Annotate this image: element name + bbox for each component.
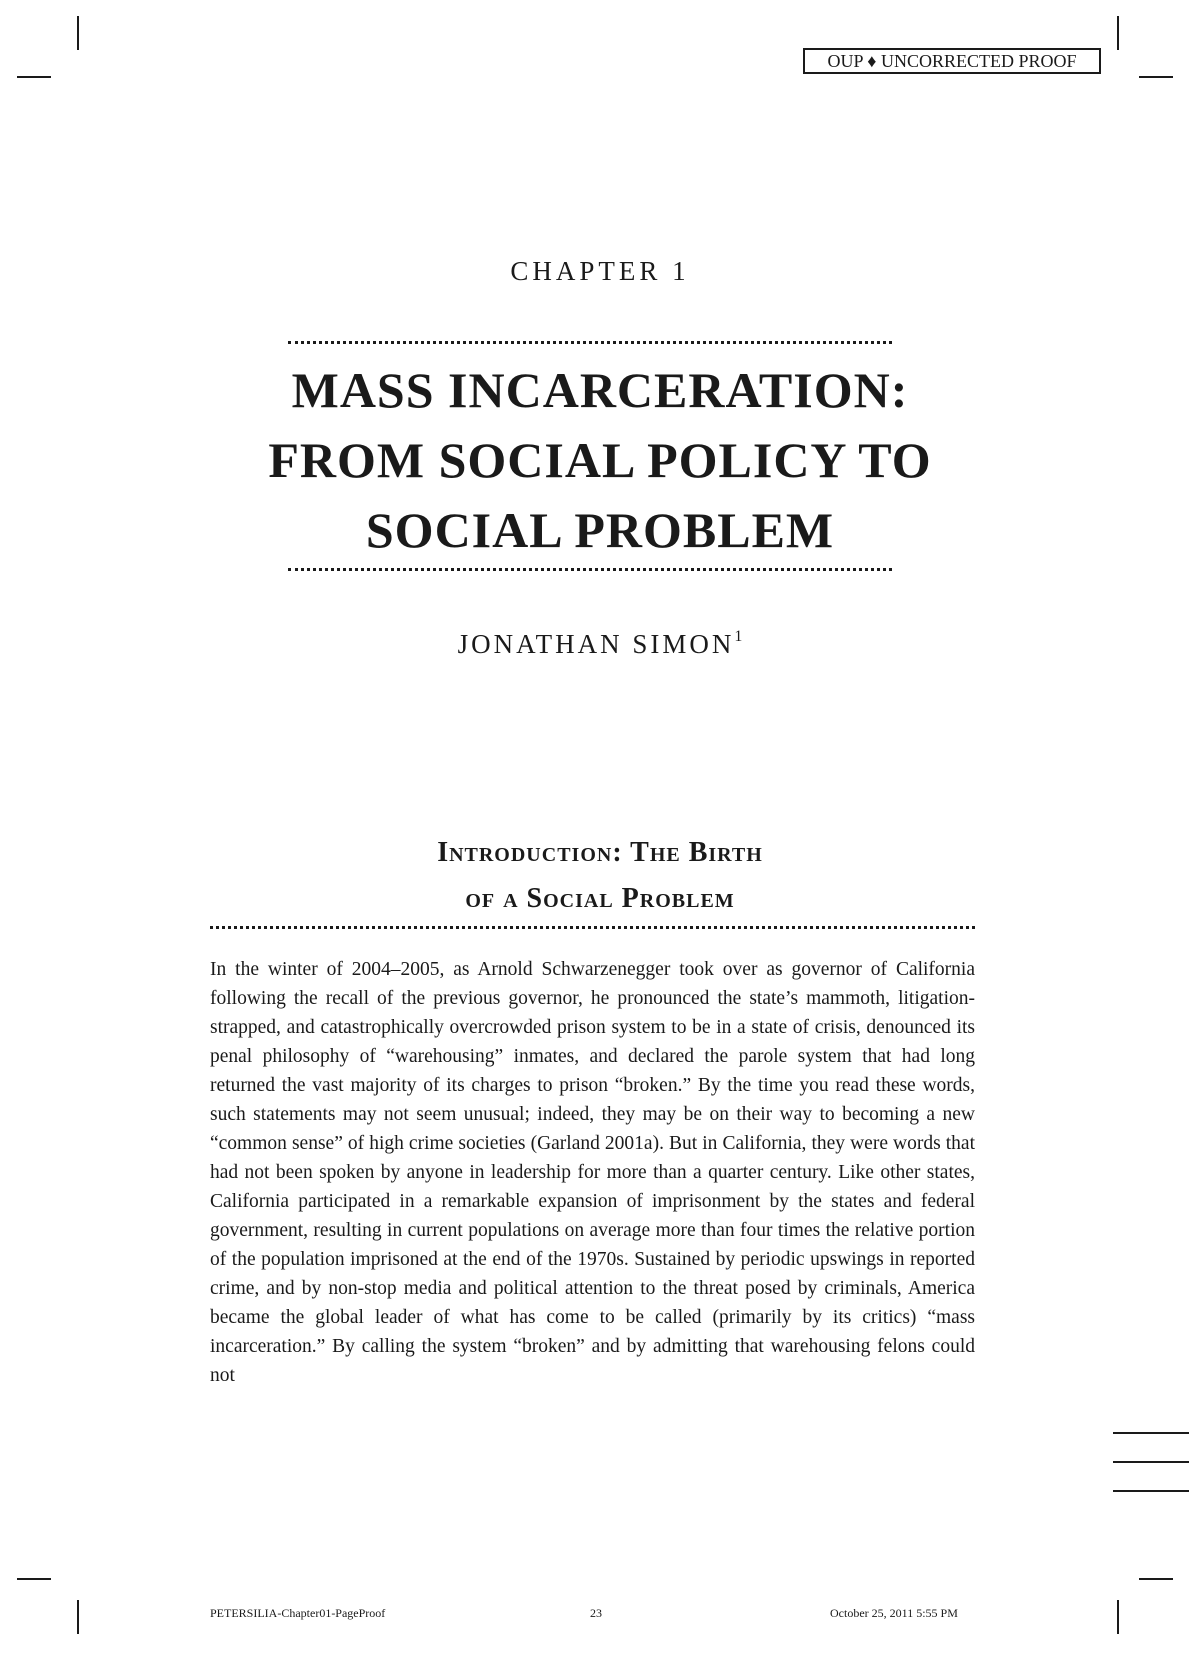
section-heading — [200, 830, 1000, 922]
title-bottom-dotted-rule — [288, 568, 892, 571]
crop-mark-bottom-right-h — [1139, 1578, 1173, 1580]
body-paragraph: In the winter of 2004–2005, as Arnold Schwarzenegger took over as governor of California following the recall of the previous governor, he pronounced the state’s mammoth, litigation-strapped, and catastrophically overcrowded prison system to be in a state of crisis, denounced its penal philosophy of “warehousing” inmates, and declared the parole system that had long returned the vast majority of its charges to prison “broken.” By the time you read these words, such statements may not seem unusual; indeed, they may be on their way to becoming a new “common sense” of high crime societies (Garland 2001a). But in California, they were words that had not been spoken by anyone in leadership for more than a quarter century. Like other states, California participated in a remarkable expansion of imprisonment by the states and federal government, resulting in current populations on average more than four times the relative portion of the population imprisoned at the end of the 1970s. Sustained by periodic upswings in reported crime, and by non-stop media and political attention to the threat posed by criminals, America became the global leader of what has come to be called (primarily by its critics) “mass incarceration.” By calling the system “broken” and by admitting that warehousing felons could not — [210, 959, 975, 1386]
chapter-title-line-2: FROM SOCIAL POLICY TO — [268, 432, 932, 488]
chapter-label: CHAPTER 1 — [510, 256, 690, 286]
author-name: JONATHAN SIMON — [457, 629, 735, 659]
margin-rule-3 — [1113, 1490, 1189, 1492]
crop-mark-top-left-h — [17, 76, 51, 78]
section-heading-line-1: Introduction: The Birth — [437, 837, 763, 868]
footer-timestamp: October 25, 2011 5:55 PM — [830, 1606, 958, 1620]
crop-mark-bottom-right — [1117, 1600, 1119, 1634]
section-heading-line-2: of a Social Problem — [465, 883, 735, 914]
crop-mark-bottom-left-h — [17, 1578, 51, 1580]
margin-rule-1 — [1113, 1432, 1189, 1434]
chapter-title-line-1: MASS INCARCERATION: — [291, 362, 909, 418]
crop-mark-bottom-left — [77, 1600, 79, 1634]
chapter-title — [200, 355, 1000, 565]
margin-rule-2 — [1113, 1461, 1189, 1463]
crop-mark-top-left — [77, 16, 79, 50]
chapter-title-line-3: SOCIAL PROBLEM — [365, 502, 835, 558]
proof-stamp: OUP ♦ UNCORRECTED PROOF — [803, 48, 1101, 74]
title-top-dotted-rule — [288, 341, 892, 344]
footer-file-name: PETERSILIA-Chapter01-PageProof — [210, 1606, 386, 1620]
crop-mark-top-right — [1117, 16, 1119, 50]
crop-mark-top-right-h — [1139, 76, 1173, 78]
author-footnote-marker: 1 — [734, 628, 743, 645]
section-dotted-rule — [210, 926, 975, 929]
footer-page-number: 23 — [590, 1606, 602, 1620]
author-byline — [0, 628, 1200, 660]
